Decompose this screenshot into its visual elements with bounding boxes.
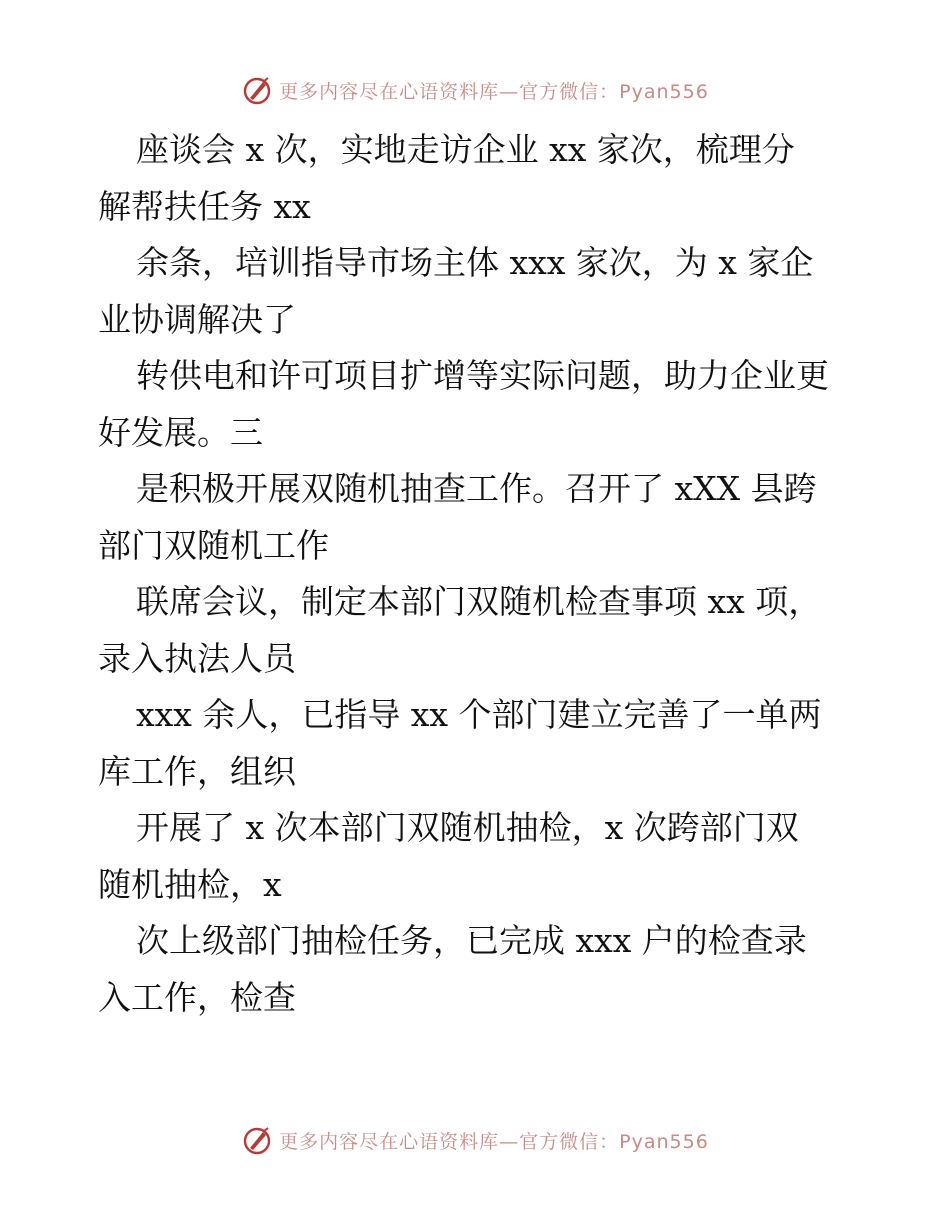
paragraph-line-rest: 业协调解决了 [98,299,296,339]
paragraph-line-rest: 库工作，组织 [98,751,296,791]
footer-watermark-banner [0,1122,950,1158]
paragraph-2 [98,235,858,348]
quill-pen-logo-icon [241,1124,273,1156]
paragraph-line-rest: 录入执法人员 [98,638,296,678]
paragraph-line-first: 开展了 x 次本部门双随机抽检，x 次跨部门双 [136,808,799,847]
paragraph-6 [98,687,858,800]
paragraph-1 [98,122,858,235]
paragraph-line-rest: 随机抽检，x [98,864,282,904]
paragraph-7 [98,800,858,913]
paragraph-5 [98,574,858,687]
banner-wechat-text: 官方微信：Pyan556 [519,1130,709,1153]
paragraph-line-rest: 入工作，检查 [98,977,296,1017]
paragraph-4 [98,461,858,574]
paragraph-line-first: 转供电和许可项目扩增等实际问题，助力企业更 [136,356,829,395]
banner-main-text: 更多内容尽在心语资料库— [279,1130,520,1153]
paragraph-3 [98,348,858,461]
quill-pen-logo-icon [241,74,273,106]
paragraph-line-rest: 解帮扶任务 xx [98,186,311,226]
paragraph-line-first: 余条，培训指导市场主体 xxx 家次，为 x 家企 [136,243,814,282]
paragraph-line-first: 联席会议，制定本部门双随机检查事项 xx 项， [136,582,822,621]
banner-text [279,1127,709,1154]
paragraph-8 [98,913,858,1026]
paragraph-line-rest: 好发展。三 [98,412,263,452]
header-watermark-banner [0,72,950,108]
paragraph-line-first: 座谈会 x 次，实地走访企业 xx 家次，梳理分 [136,130,795,169]
paragraph-line-first: 次上级部门抽检任务，已完成 xxx 户的检查录 [136,921,807,960]
paragraph-line-first: 是积极开展双随机抽查工作。召开了 xXX 县跨 [136,469,817,508]
paragraph-line-first: xxx 余人，已指导 xx 个部门建立完善了一单两 [136,695,822,734]
document-body [98,122,858,1026]
banner-text [279,77,709,104]
banner-wechat-text: 官方微信：Pyan556 [519,80,709,103]
paragraph-line-rest: 部门双随机工作 [98,525,329,565]
banner-main-text: 更多内容尽在心语资料库— [279,80,520,103]
